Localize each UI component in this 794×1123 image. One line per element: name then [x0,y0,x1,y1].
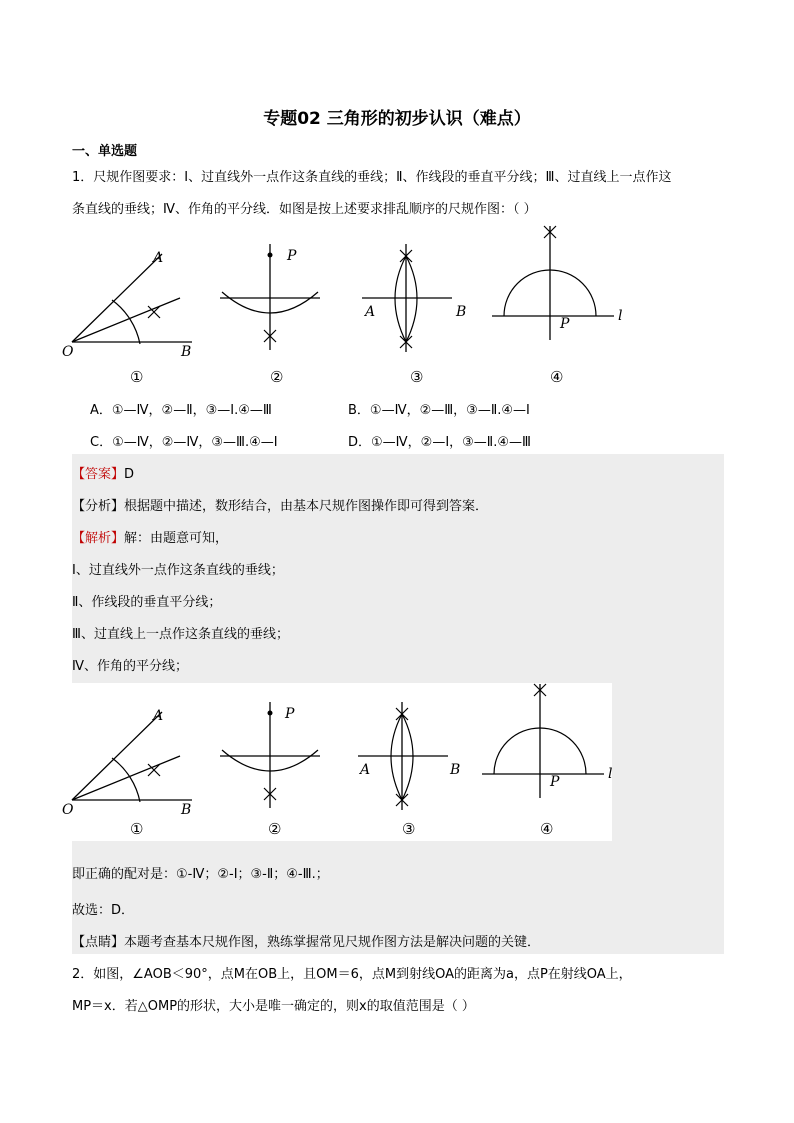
label-B: B [181,344,192,360]
explain-tag: 【解析】 [72,531,125,546]
figure-number-2: ② [270,368,284,386]
step-2: Ⅱ、作线段的垂直平分线； [72,595,222,610]
analysis-text: 根据题中描述，数形结合，由基本尺规作图操作即可得到答案． [124,499,489,514]
option-A: A．①—Ⅳ，②—Ⅱ，③—Ⅰ.④—Ⅲ [90,403,272,418]
option-D: D．①—Ⅳ，②—Ⅰ，③—Ⅱ.④—Ⅲ [348,435,531,450]
question-1-figure [62,222,662,390]
label-P: P [550,774,560,790]
step-4: Ⅳ、作角的平分线； [72,659,188,674]
figure-number-1: ① [130,820,144,838]
question-1-stem-line-1: 1．尺规作图要求：Ⅰ、过直线外一点作这条直线的垂线；Ⅱ、作线段的垂直平分线；Ⅲ、过直线上一点作这 [72,170,672,185]
label-O: O [62,802,74,818]
matching-result: 即正确的配对是：①-Ⅳ；②-Ⅰ；③-Ⅱ；④-Ⅲ.； [72,867,329,882]
analysis-tag: 【分析】 [72,499,125,514]
explain-line [72,527,228,546]
comment-text: 本题考查基本尺规作图，熟练掌握常见尺规作图方法是解决问题的关键． [124,935,541,950]
figure-number-3: ③ [402,820,416,838]
label-B: B [450,762,461,778]
answer-line [72,463,134,482]
label-A: A [365,304,376,320]
figure-number-2: ② [268,820,282,838]
analysis-line [72,495,488,514]
answer-value: D [124,467,135,482]
question-2-line-2: MP＝x．若△OMP的形状，大小是唯一确定的，则x的取值范围是（ ） [72,999,475,1014]
figure-number-1: ① [130,368,144,386]
option-C: C．①—Ⅳ，②—Ⅳ，③—Ⅲ.④—Ⅰ [90,435,278,450]
question-2-line-1: 2．如图，∠AOB＜90°，点M在OB上，且OM＝6，点M到射线OA的距离为a，点P在射线OA上， [72,967,632,982]
step-3: Ⅲ、过直线上一点作这条直线的垂线； [72,627,289,642]
figure-number-4: ④ [550,368,564,386]
label-P: P [287,248,297,264]
section-heading: 一、单选题 [72,144,138,159]
answer-tag: 【答案】 [72,467,125,482]
final-choice: 故选：D． [72,903,135,918]
label-l: l [608,766,613,782]
label-B: B [456,304,467,320]
label-P: P [560,316,570,332]
comment-line [72,931,540,950]
label-O: O [62,344,74,360]
figure-number-3: ③ [410,368,424,386]
label-B: B [181,802,192,818]
label-A: A [153,250,164,266]
question-1-stem-line-2: 条直线的垂线；Ⅳ、作角的平分线．如图是按上述要求排乱顺序的尺规作图：（ ） [72,202,537,217]
label-A: A [153,708,164,724]
option-B: B．①—Ⅳ，②—Ⅲ，③—Ⅱ.④—Ⅰ [348,403,530,418]
label-l: l [618,308,623,324]
figure-number-4: ④ [540,820,554,838]
comment-tag: 【点睛】 [72,935,125,950]
solution-figure [62,680,622,840]
page-title: 专题02 三角形的初步认识（难点） [263,109,531,129]
step-1: Ⅰ、过直线外一点作这条直线的垂线； [72,563,284,578]
explain-text: 解：由题意可知， [124,531,229,546]
label-A: A [360,762,371,778]
label-P: P [285,706,295,722]
